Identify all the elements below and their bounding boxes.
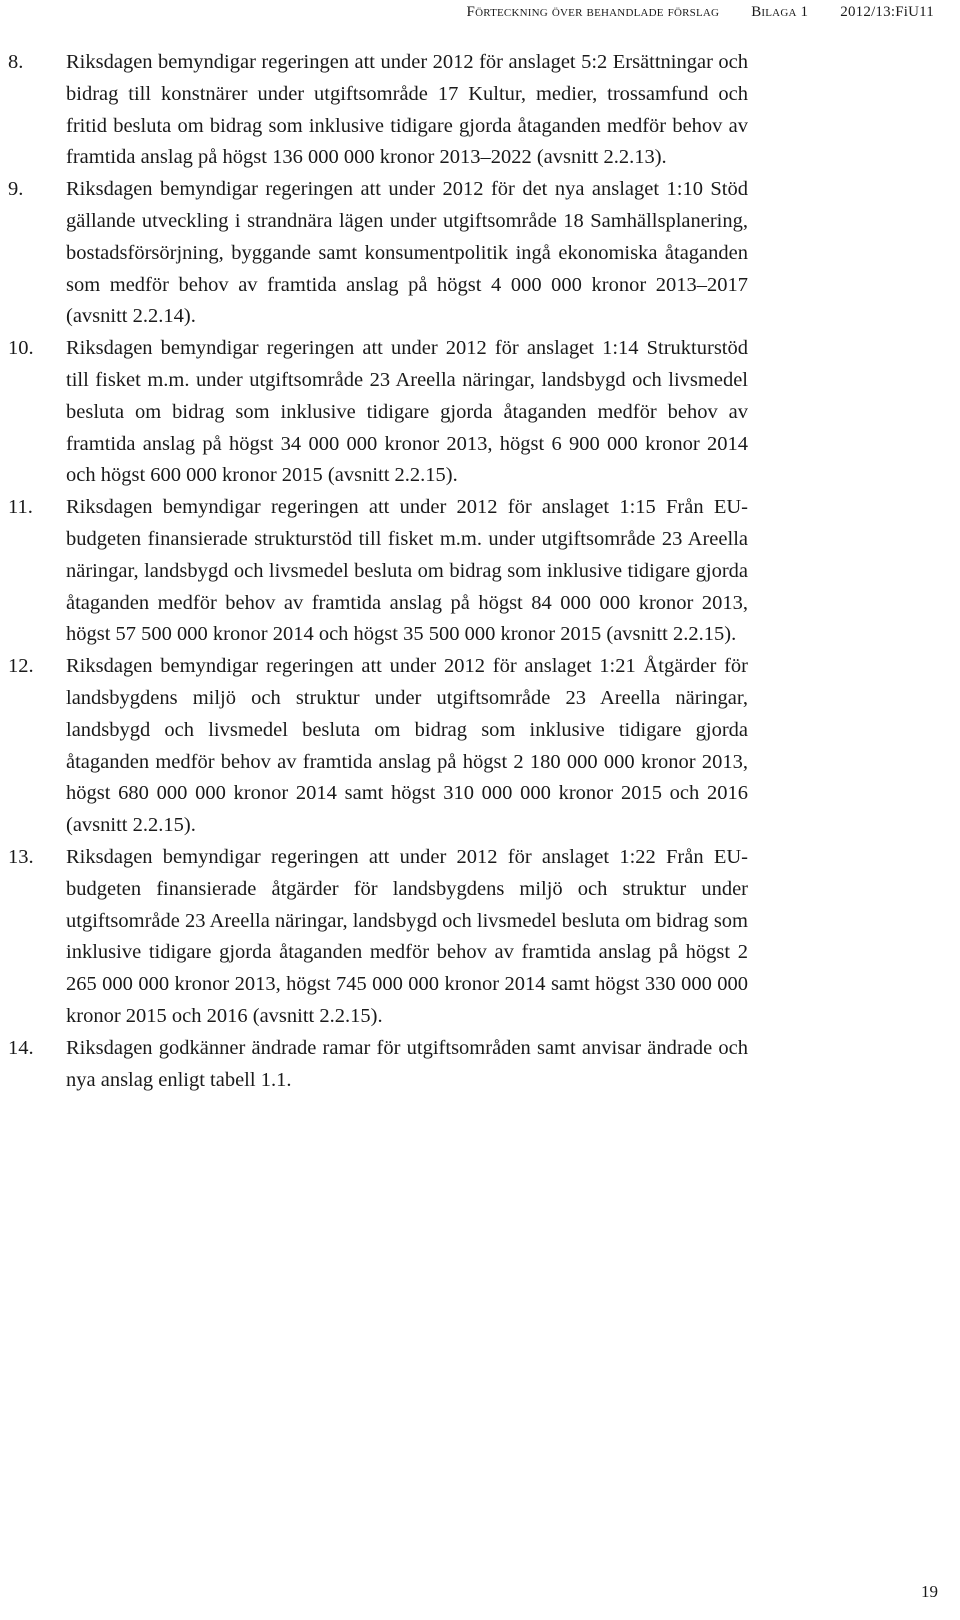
list-item xyxy=(8,333,748,492)
header-section-title: Förteckning över behandlade förslag xyxy=(466,4,720,20)
item-text: Riksdagen bemyndigar regeringen att under 2012 för anslaget 1:14 Strukturstöd till fisket m.m. under utgiftsområde 23 Areella näringar, landsbygd och livsmedel besluta om bidrag som inklusive tidigare gjorda åtaganden medför behov av framtida anslag på högst 34 000 000 kronor 2013, högst 6 900 000 kronor 2014 och högst 600 000 kronor 2015 (avsnitt 2.2.15). xyxy=(66,337,748,487)
item-text: Riksdagen bemyndigar regeringen att under 2012 för anslaget 1:15 Från EU-budgeten finansierade strukturstöd till fisket m.m. under utgiftsområde 23 Areella näringar, landsbygd och livsmedel besluta om bidrag som inklusive tidigare gjorda åtaganden medför behov av framtida anslag på högst 84 000 000 kronor 2013, högst 57 500 000 kronor 2014 och högst 35 500 000 kronor 2015 (avsnitt 2.2.15). xyxy=(66,496,748,646)
item-text: Riksdagen bemyndigar regeringen att under 2012 för anslaget 1:21 Åtgärder för landsbygdens miljö och struktur under utgiftsområde 23 Areella näringar, landsbygd och livsmedel besluta om bidrag som inklusive tidigare gjorda åtaganden medför behov av framtida anslag på högst 2 180 000 000 kronor 2013, högst 680 000 000 kronor 2014 samt högst 310 000 000 kronor 2015 och 2016 (avsnitt 2.2.15). xyxy=(66,655,748,837)
list-item xyxy=(8,47,748,174)
item-number: 12. xyxy=(8,655,34,678)
list-item xyxy=(8,842,748,1033)
item-text: Riksdagen bemyndigar regeringen att under 2012 för anslaget 1:22 Från EU-budgeten finansierade åtgärder för landsbygdens miljö och struktur under utgiftsområde 23 Areella näringar, landsbygd och livsmedel besluta om bidrag som inklusive tidigare gjorda åtaganden medför behov av framtida anslag på högst 2 265 000 000 kronor 2013, högst 745 000 000 kronor 2014 samt högst 330 000 000 kronor 2015 och 2016 (avsnitt 2.2.15). xyxy=(66,845,748,1027)
running-header xyxy=(467,4,934,21)
item-number: 13. xyxy=(8,845,34,868)
item-text: Riksdagen bemyndigar regeringen att under 2012 för anslaget 5:2 Ersättningar och bidrag till konstnärer under utgiftsområde 17 Kultur, medier, trossamfund och fritid besluta om bidrag som inklusive tidigare gjorda åtaganden medför behov av framtida anslag på högst 136 000 000 kronor 2013–2022 (avsnitt 2.2.13). xyxy=(66,51,748,169)
item-text: Riksdagen godkänner ändrade ramar för utgiftsområden samt anvisar ändrade och nya anslag enligt tabell 1.1. xyxy=(66,1036,748,1091)
list-item xyxy=(8,492,748,651)
list-item xyxy=(8,174,748,333)
list-item xyxy=(8,651,748,842)
item-number: 10. xyxy=(8,337,34,360)
header-report-id: 2012/13:FiU11 xyxy=(840,4,934,20)
item-number: 14. xyxy=(8,1036,34,1059)
list-item xyxy=(8,1033,748,1097)
header-appendix: Bilaga 1 xyxy=(751,4,809,20)
page-number: 19 xyxy=(921,1582,938,1601)
item-number: 11. xyxy=(8,496,33,519)
item-number: 8. xyxy=(8,51,24,73)
item-text: Riksdagen bemyndigar regeringen att under 2012 för det nya anslaget 1:10 Stöd gällande utveckling i strandnära lägen under utgiftsområde 18 Samhällsplanering, bostadsförsörjning, byggande samt konsumentpolitik ingå ekonomiska åtaganden som medför behov av framtida anslag på högst 4 000 000 kronor 2013–2017 (avsnitt 2.2.14). xyxy=(66,178,748,328)
item-number: 9. xyxy=(8,178,24,201)
proposal-list xyxy=(8,47,748,1096)
